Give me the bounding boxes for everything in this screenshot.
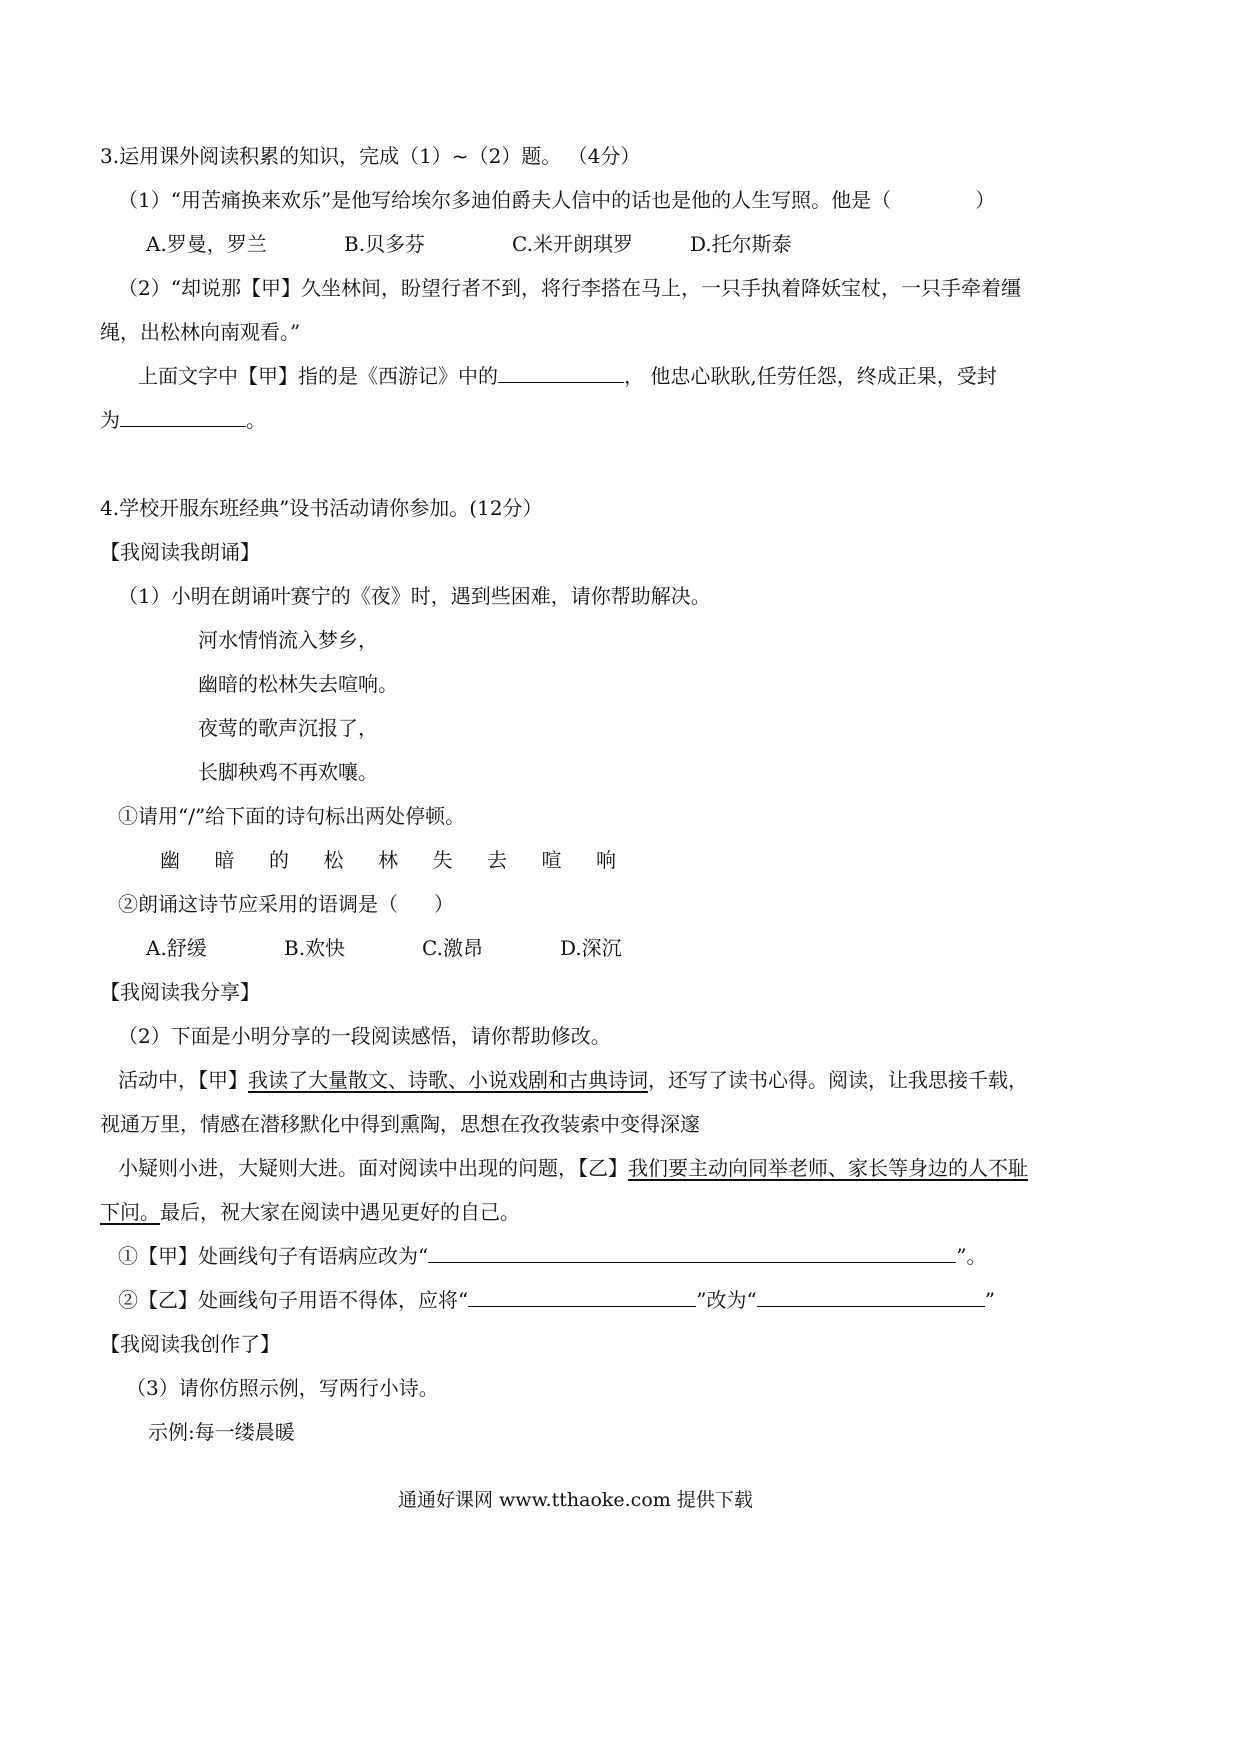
pause-char: 响	[596, 848, 616, 872]
q4-section1-title: 【我阅读我朗诵】	[100, 540, 260, 564]
pause-char: 暗	[214, 848, 235, 872]
para2-underlined-sentence-2: 下问。	[100, 1200, 160, 1224]
q3-option-c: C.米开朗琪罗	[512, 232, 633, 256]
fix2-answer-blank-1[interactable]	[468, 1286, 696, 1307]
q4-tone-close: ）	[434, 892, 454, 916]
fix2-text-a: ②【乙】处画线句子用语不得体，应将“	[118, 1288, 469, 1312]
pause-char: 林	[378, 848, 398, 872]
para2-text-a: 小疑则小进，大疑则大进。面对阅读中出现的问题，【乙】	[118, 1156, 628, 1180]
poem-line-1: 河水情悄流入梦乡，	[198, 628, 378, 652]
tone-option-a: A.舒缓	[146, 936, 207, 960]
pause-char: 幽	[160, 848, 180, 872]
q3-answer-blank-2[interactable]	[120, 406, 246, 427]
page-footer: 通通好课网 www.tthaoke.com 提供下载	[398, 1489, 753, 1511]
q3-option-d: D.托尔斯泰	[690, 232, 792, 256]
tone-option-d: D.深沉	[560, 936, 622, 960]
poem-line-2: 幽暗的松林失去喧响。	[198, 672, 398, 696]
q3-p1-question	[118, 186, 995, 214]
para1-text-a: 活动中，【甲】	[118, 1068, 248, 1092]
tone-option-b: B.欢快	[284, 936, 346, 960]
fix2-answer-blank-2[interactable]	[757, 1286, 985, 1307]
fix1-text-a: ①【甲】处画线句子有语病应改为“	[118, 1244, 429, 1268]
share-paragraph1-line1	[118, 1066, 1028, 1094]
q3-p1-text: （1）“用苦痛换来欢乐”是他写给埃尔多迪伯爵夫人信中的话也是他的人生写照。他是（	[118, 188, 892, 212]
fix2-text-c: ”	[984, 1288, 995, 1312]
q3-p2-fill-line2	[100, 406, 266, 434]
q4-tone-question	[118, 890, 454, 918]
fix1-line	[118, 1242, 986, 1270]
fix2-text-b: ”改为“	[696, 1288, 757, 1312]
poem-line-3: 夜莺的歌声沉报了，	[198, 716, 378, 740]
q3-answer-blank-1[interactable]	[498, 362, 624, 383]
q4-section3-title: 【我阅读我创作了】	[100, 1332, 280, 1356]
q4-header: 4.学校开服东班经典”设书活动请你参加。(12分）	[100, 496, 543, 520]
q3-option-b: B.贝多芬	[344, 232, 426, 256]
pause-chars-row	[160, 846, 651, 874]
pause-char: 失	[432, 848, 453, 872]
share-paragraph2-line1	[118, 1154, 1028, 1182]
share-paragraph2-line2	[100, 1198, 520, 1226]
q3-p2-fill-text-b: ， 他忠心耿耿,任劳任怨，终成正果，受封	[624, 364, 997, 388]
para1-underlined-sentence: 我读了大量散文、诗歌、小说戏剧和古典诗词	[248, 1068, 648, 1092]
q3-header: 3.运用课外阅读积累的知识，完成（1）~（2）题。 （4分）	[100, 144, 641, 168]
q3-p2-fill-text-c: 为	[100, 408, 120, 432]
q3-p2-quote-line2: 绳，出松林向南观看。”	[100, 320, 301, 344]
q4-section2-title: 【我阅读我分享】	[100, 980, 260, 1004]
q3-p2-fill-text-d: 。	[246, 408, 266, 432]
pause-char: 的	[269, 848, 289, 872]
q4-tone-options	[146, 934, 622, 962]
fix1-text-b: ”。	[956, 1244, 987, 1268]
pause-char: 松	[323, 848, 344, 872]
share-paragraph1-line2: 视通万里，情感在潜移默化中得到熏陶，思想在孜孜装索中变得深邃	[100, 1112, 700, 1136]
q4-pause-question: ①请用“/”给下面的诗句标出两处停顿。	[118, 804, 466, 828]
poem-line-4: 长脚秧鸡不再欢嚷。	[198, 760, 378, 784]
q4-s3-intro: （3）请你仿照示例，写两行小诗。	[126, 1376, 439, 1400]
q3-p2-fill-text-a: 上面文字中【甲】指的是《西游记》中的	[138, 364, 498, 388]
pause-char: 喧	[541, 848, 562, 872]
q3-p2-quote-line1: （2）“却说那【甲】久坐林间，盼望行者不到，将行李搭在马上，一只手执着降妖宝杖，一只手牵着缰	[118, 276, 1021, 300]
q4-tone-text: ②朗诵这诗节应采用的语调是（	[118, 892, 398, 916]
q4-s1-intro: （1）小明在朗诵叶赛宁的《夜》时，遇到些困难，请你帮助解决。	[118, 584, 711, 608]
q3-p1-options	[146, 230, 792, 258]
para2-underlined-sentence-1: 我们要主动向同举老师、家长等身边的人不耻	[628, 1156, 1028, 1180]
q3-p1-close: ）	[975, 188, 996, 212]
para1-text-b: ，还写了读书心得。阅读，让我思接千载，	[648, 1068, 1028, 1092]
tone-option-c: C.激昂	[422, 936, 483, 960]
q4-s2-intro: （2）下面是小明分享的一段阅读感悟，请你帮助修改。	[118, 1024, 611, 1048]
fix2-line	[118, 1286, 995, 1314]
para2-text-b: 最后，祝大家在阅读中遇见更好的自己。	[160, 1200, 520, 1224]
fix1-answer-blank[interactable]	[428, 1242, 956, 1263]
q4-example: 示例:每一缕晨暖	[148, 1420, 295, 1444]
q3-p2-fill-line	[138, 362, 997, 390]
q3-option-a: A.罗曼，罗兰	[146, 232, 267, 256]
pause-char: 去	[487, 848, 507, 872]
